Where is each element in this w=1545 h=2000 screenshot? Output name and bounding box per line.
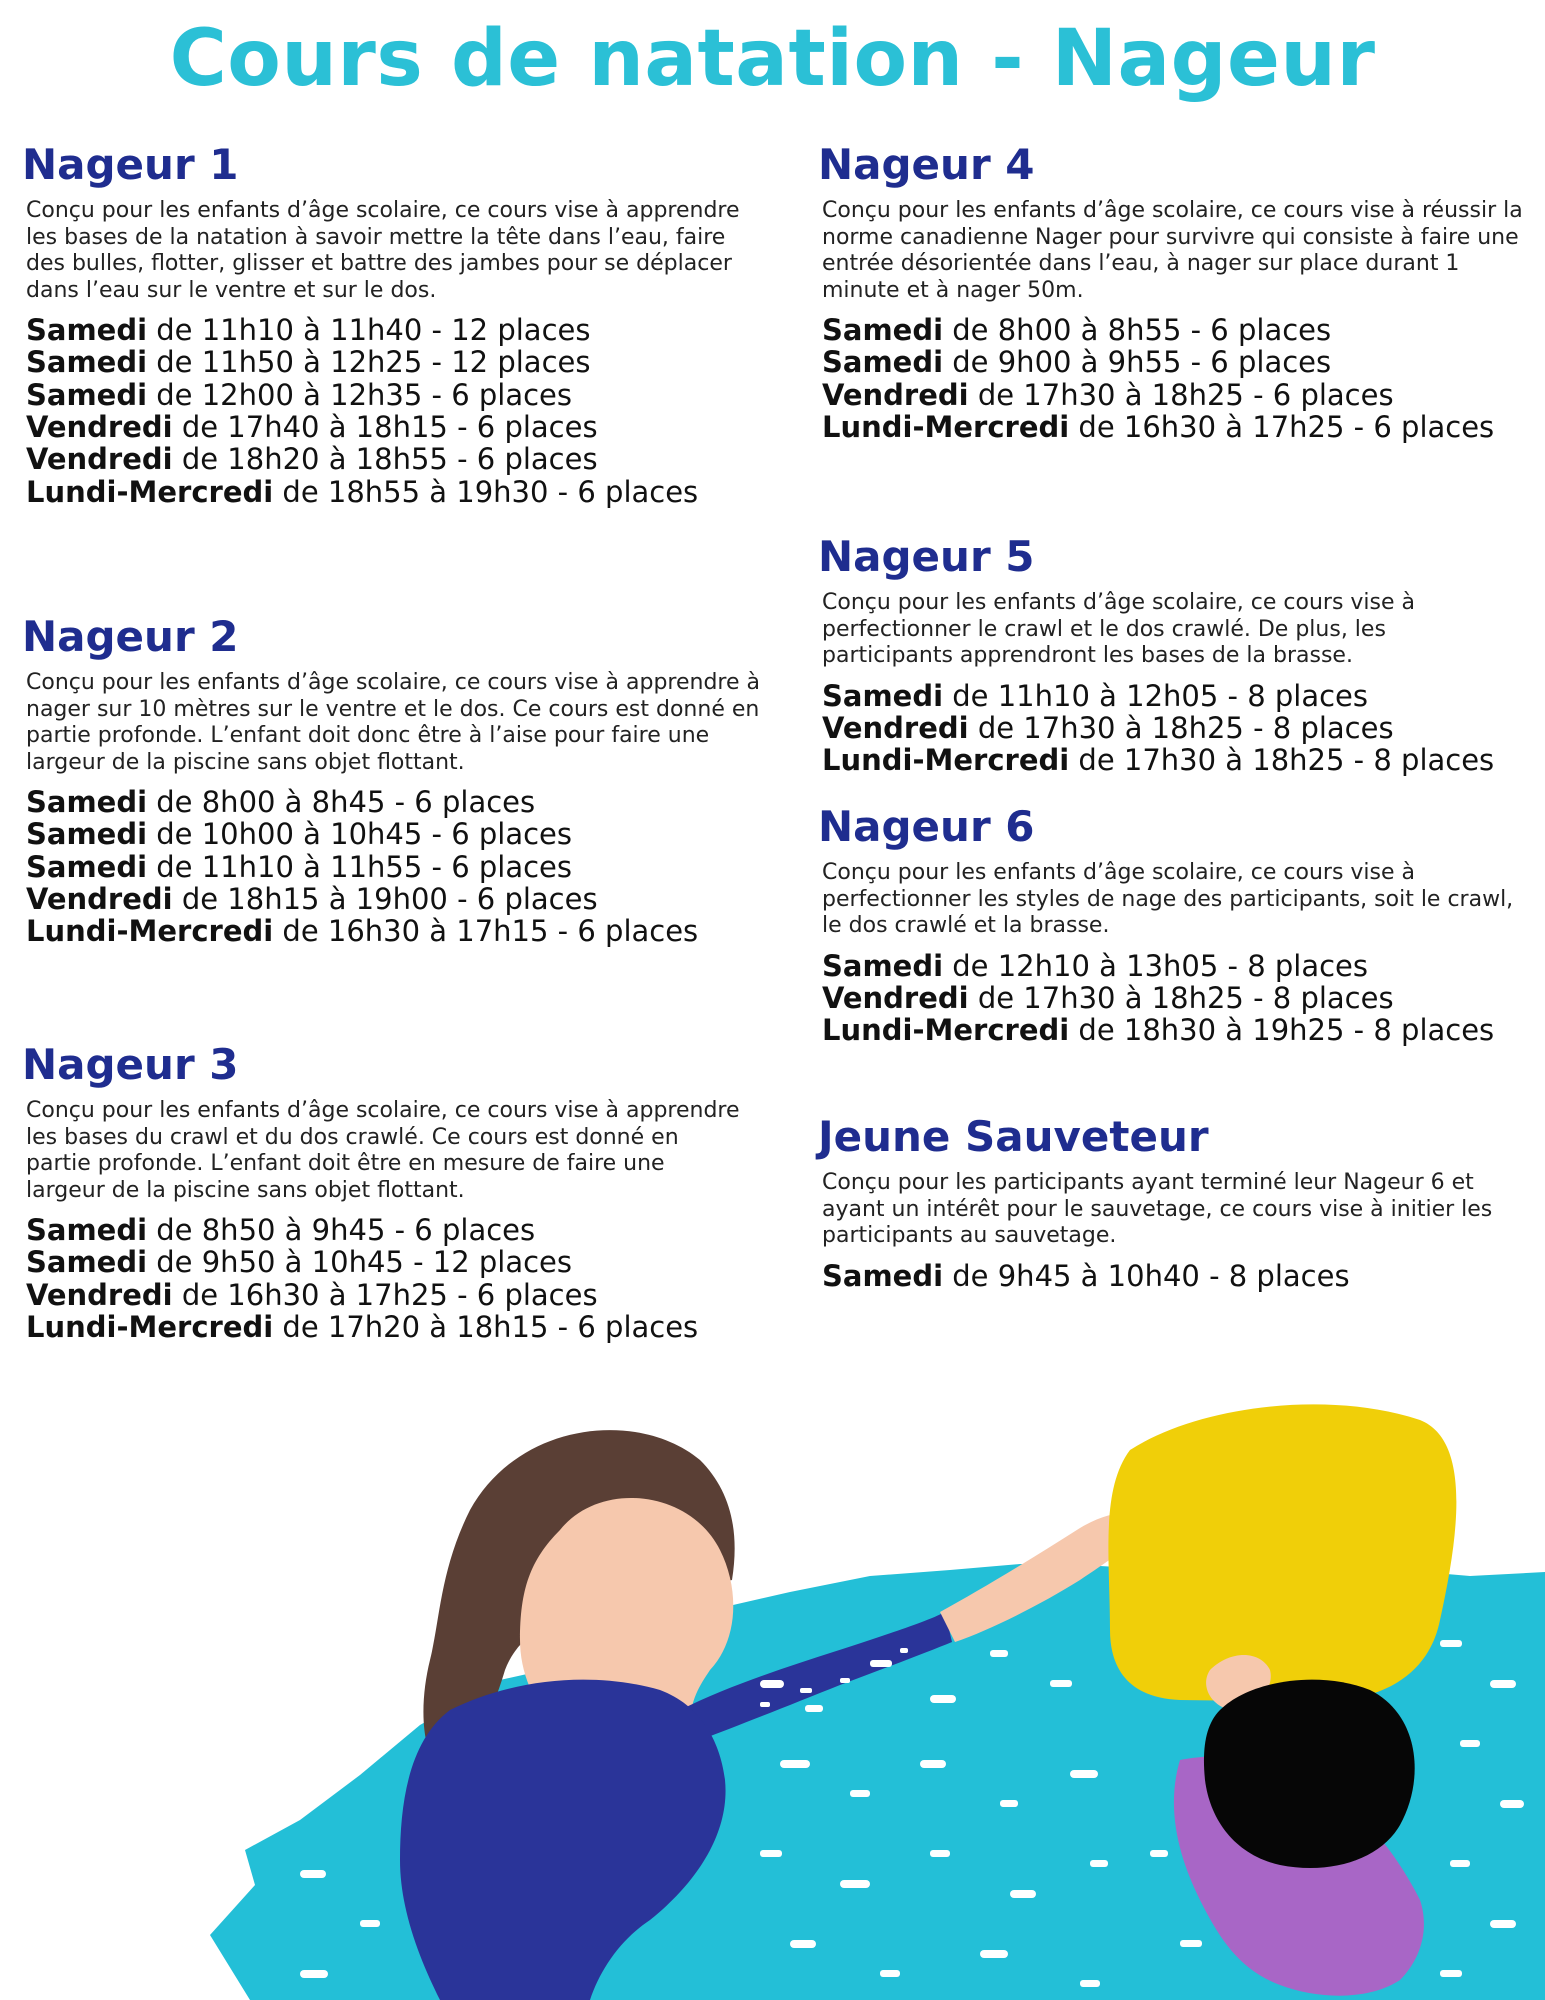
schedule-day: Samedi [822, 948, 944, 983]
splash [1000, 1800, 1018, 1807]
splash [990, 1650, 1008, 1657]
speck [880, 1662, 890, 1667]
schedule-time: de 18h30 à 19h25 - 8 places [1069, 1013, 1495, 1048]
schedule-item [26, 883, 782, 915]
splash [1080, 1980, 1100, 1987]
schedule-time: de 11h10 à 11h55 - 6 places [147, 849, 573, 884]
schedule-item [822, 346, 1523, 378]
section-heading: Nageur 6 [818, 802, 1035, 851]
section-description: Conçu pour les enfants d’âge scolaire, ce cours vise à perfectionner le crawl et le dos crawlé. De plus, les participants apprendront les bases de la brasse. [822, 590, 1416, 669]
section-description: Conçu pour les participants ayant terminé leur Nageur 6 et ayant un intérêt pour le sauvetage, ce cours vise à initier les participants au sauvetage. [822, 1170, 1493, 1249]
schedule-list [822, 314, 1523, 443]
section-description: Conçu pour les enfants d’âge scolaire, ce cours vise à perfectionner les styles de nage des participants, soit le crawl, le dos crawlé et la brasse. [822, 860, 1514, 939]
schedule-day: Vendredi [26, 881, 173, 916]
splash [850, 1790, 870, 1797]
schedule-time: de 16h30 à 17h25 - 6 places [1069, 409, 1495, 444]
section-nageur-1 [22, 140, 757, 508]
schedule-time: de 17h30 à 18h25 - 8 places [1069, 743, 1495, 778]
schedule-item [26, 1214, 742, 1246]
speck [840, 1678, 850, 1683]
schedule-day: Samedi [26, 345, 148, 380]
schedule-item [26, 1279, 742, 1311]
splash [300, 1970, 328, 1978]
schedule-day: Vendredi [822, 980, 969, 1015]
schedule-time: de 16h30 à 17h25 - 6 places [172, 1277, 598, 1312]
schedule-day: Samedi [822, 312, 944, 347]
schedule-time: de 17h30 à 18h25 - 6 places [968, 377, 1394, 412]
schedule-day: Lundi-Mercredi [26, 1309, 274, 1344]
schedule-time: de 11h10 à 12h05 - 8 places [943, 678, 1369, 713]
schedule-time: de 11h10 à 11h40 - 12 places [147, 312, 591, 347]
splash [1440, 1640, 1462, 1647]
schedule-time: de 18h15 à 19h00 - 6 places [172, 881, 598, 916]
schedule-day: Lundi-Mercredi [822, 1013, 1070, 1048]
section-heading: Nageur 1 [22, 140, 239, 189]
schedule-time: de 18h20 à 18h55 - 6 places [172, 442, 598, 477]
schedule-time: de 8h00 à 8h45 - 6 places [147, 784, 536, 819]
splash [1460, 1740, 1480, 1747]
schedule-item [26, 476, 757, 508]
schedule-time: de 12h00 à 12h35 - 6 places [147, 377, 573, 412]
splash [1090, 1860, 1108, 1867]
speck [800, 1688, 812, 1693]
schedule-day: Vendredi [822, 710, 969, 745]
splash [300, 1870, 326, 1878]
section-description: Conçu pour les enfants d’âge scolaire, ce cours vise à apprendre les bases du crawl et du dos crawlé. Ce cours est donné en partie profonde. L’enfant doit être en mesure de faire une largeur de la piscine sans objet flottant. [26, 1098, 740, 1203]
speck [900, 1648, 908, 1653]
section-description: Conçu pour les enfants d’âge scolaire, ce cours vise à réussir la norme canadienne Nager pour survivre qui consiste à faire une entrée désorientée dans l’eau, à nager sur place durant 1 minute et à nager 50m. [822, 198, 1523, 303]
splash [840, 1880, 870, 1888]
schedule-list [26, 786, 782, 948]
schedule-day: Vendredi [26, 442, 173, 477]
page-title: Cours de natation - Nageur [169, 14, 1376, 104]
schedule-item [26, 379, 757, 411]
splash [1500, 1800, 1524, 1808]
schedule-list [26, 1214, 742, 1343]
schedule-item [822, 712, 1523, 744]
splash [1010, 1890, 1036, 1898]
section-description: Conçu pour les enfants d’âge scolaire, ce cours vise à apprendre à nager sur 10 mètres sur le ventre et le dos. Ce cours est donné en partie profonde. L’enfant doit donc être à l’aise pour faire une largeur de la piscine sans objet flottant. [26, 670, 760, 775]
schedule-time: de 9h45 à 10h40 - 8 places [943, 1258, 1350, 1293]
section-heading: Nageur 5 [818, 532, 1035, 581]
section-nageur-4 [818, 140, 1523, 443]
schedule-day: Samedi [822, 345, 944, 380]
splash [980, 1950, 1008, 1958]
schedule-time: de 17h30 à 18h25 - 8 places [968, 710, 1394, 745]
schedule-day: Vendredi [26, 1277, 173, 1312]
schedule-item [822, 314, 1523, 346]
splash [930, 1695, 956, 1703]
schedule-item [26, 1311, 742, 1343]
schedule-day: Vendredi [26, 409, 173, 444]
splash [360, 1920, 380, 1927]
schedule-day: Samedi [26, 784, 148, 819]
swimming-lesson-illustration [0, 1380, 1545, 2000]
schedule-item [822, 744, 1523, 776]
splash [1490, 1920, 1516, 1928]
schedule-time: de 18h55 à 19h30 - 6 places [273, 474, 699, 509]
section-heading: Nageur 4 [818, 140, 1035, 189]
section-jeune-sauveteur [818, 1112, 1530, 1292]
schedule-time: de 16h30 à 17h15 - 6 places [273, 914, 699, 949]
schedule-day: Lundi-Mercredi [26, 474, 274, 509]
schedule-day: Vendredi [822, 377, 969, 412]
schedule-time: de 17h20 à 18h15 - 6 places [273, 1309, 699, 1344]
schedule-day: Samedi [822, 678, 944, 713]
schedule-time: de 12h10 à 13h05 - 8 places [943, 948, 1369, 983]
section-nageur-5 [818, 532, 1523, 777]
schedule-item [26, 818, 782, 850]
section-nageur-3 [22, 1040, 742, 1343]
schedule-item [822, 1014, 1523, 1046]
schedule-time: de 17h30 à 18h25 - 8 places [968, 980, 1394, 1015]
splash [1070, 1770, 1098, 1778]
schedule-item [822, 411, 1523, 443]
schedule-item [822, 379, 1523, 411]
splash [805, 1705, 823, 1712]
schedule-day: Lundi-Mercredi [822, 409, 1070, 444]
splash [790, 1940, 816, 1948]
splash [760, 1850, 782, 1857]
schedule-time: de 11h50 à 12h25 - 12 places [147, 345, 591, 380]
splash [1150, 1850, 1168, 1857]
schedule-time: de 10h00 à 10h45 - 6 places [147, 817, 573, 852]
child-head [1204, 1680, 1415, 1868]
splash [1440, 1970, 1462, 1977]
speck [760, 1702, 770, 1707]
schedule-item [26, 851, 782, 883]
schedule-list [822, 950, 1523, 1047]
schedule-day: Lundi-Mercredi [26, 914, 274, 949]
schedule-item [26, 443, 757, 475]
schedule-time: de 8h00 à 8h55 - 6 places [943, 312, 1332, 347]
splash [1450, 1860, 1470, 1867]
schedule-item [26, 915, 782, 947]
schedule-day: Lundi-Mercredi [822, 743, 1070, 778]
schedule-item [26, 314, 757, 346]
schedule-time: de 9h50 à 10h45 - 12 places [147, 1245, 573, 1280]
schedule-day: Samedi [26, 817, 148, 852]
splash [1050, 1680, 1072, 1687]
schedule-item [822, 1260, 1530, 1292]
section-nageur-6 [818, 802, 1523, 1047]
schedule-day: Samedi [26, 1245, 148, 1280]
schedule-day: Samedi [26, 377, 148, 412]
schedule-item [822, 680, 1523, 712]
splash [930, 1850, 950, 1857]
splash [760, 1680, 784, 1688]
section-description: Conçu pour les enfants d’âge scolaire, ce cours vise à apprendre les bases de la natation à savoir mettre la tête dans l’eau, faire des bulles, flotter, glisser et battre des jambes pour se déplacer dans l’eau sur le ventre et sur le dos. [26, 198, 740, 303]
schedule-time: de 8h50 à 9h45 - 6 places [147, 1212, 536, 1247]
schedule-day: Samedi [26, 849, 148, 884]
schedule-day: Samedi [26, 1212, 148, 1247]
schedule-item [822, 950, 1523, 982]
section-nageur-2 [22, 612, 782, 948]
schedule-day: Samedi [26, 312, 148, 347]
schedule-item [822, 982, 1523, 1014]
schedule-list [822, 680, 1523, 777]
schedule-list [26, 314, 757, 508]
splash [920, 1760, 946, 1768]
schedule-item [26, 346, 757, 378]
kickboard [1108, 1404, 1456, 1702]
schedule-time: de 9h00 à 9h55 - 6 places [943, 345, 1332, 380]
splash [1490, 1680, 1516, 1688]
splash [780, 1760, 810, 1768]
schedule-list [822, 1260, 1530, 1292]
schedule-time: de 17h40 à 18h15 - 6 places [172, 409, 598, 444]
section-heading: Nageur 3 [22, 1040, 239, 1089]
schedule-item [26, 1246, 742, 1278]
splash [1180, 1940, 1202, 1947]
section-heading: Nageur 2 [22, 612, 239, 661]
splash [880, 1970, 900, 1977]
section-heading: Jeune Sauveteur [818, 1112, 1209, 1161]
schedule-item [26, 786, 782, 818]
schedule-day: Samedi [822, 1258, 944, 1293]
schedule-item [26, 411, 757, 443]
